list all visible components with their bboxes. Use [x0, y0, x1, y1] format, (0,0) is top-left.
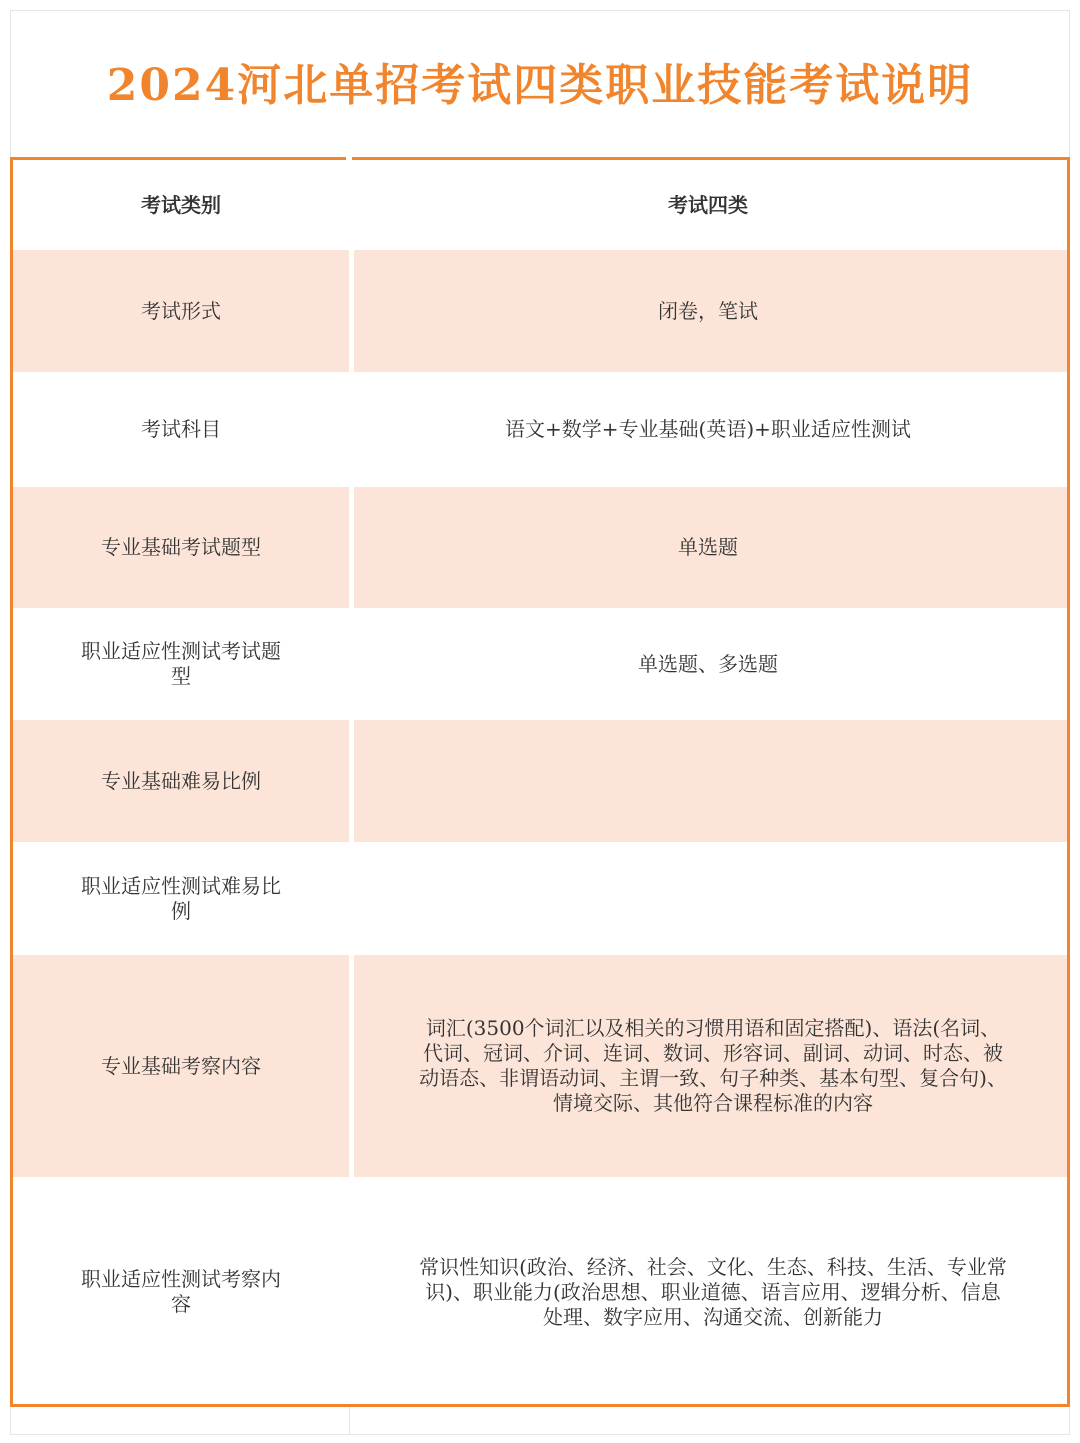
- table-row: [13, 250, 1067, 372]
- table-header-row: [13, 160, 1067, 250]
- row-label-cell: [13, 842, 349, 955]
- table-row: [13, 487, 1067, 608]
- row-value: 常识性知识(政治、经济、社会、文化、生态、科技、生活、专业常识)、职业能力(政治思想、职业道德、语言应用、逻辑分析、信息处理、数字应用、沟通交流、创新能力: [419, 1254, 1007, 1329]
- row-value: 词汇(3500个词汇以及相关的习惯用语和固定搭配)、语法(名词、代词、冠词、介词、连词、数词、形容词、副词、动词、时态、被动语态、非谓语动词、主谓一致、句子种类、基本句型、复合句)、情境交际、其他符合课程标准的内容: [419, 1016, 1007, 1115]
- row-value-cell: [349, 487, 1067, 608]
- row-value-cell: [349, 955, 1067, 1177]
- header-cell-category: [13, 160, 349, 250]
- bottom-divider: [349, 1407, 350, 1435]
- row-value: 单选题、多选题: [638, 651, 778, 676]
- row-value: 语文+数学+专业基础(英语)+职业适应性测试: [505, 417, 911, 441]
- row-value-cell: [349, 608, 1067, 720]
- header-type-label: 考试四类: [668, 192, 748, 217]
- column-divider: [349, 720, 354, 842]
- row-value-cell: [349, 720, 1067, 842]
- table-row: [13, 608, 1067, 720]
- row-value-cell: [349, 250, 1067, 372]
- row-label: 专业基础考试题型: [101, 535, 261, 559]
- table-row: [13, 372, 1067, 487]
- header-category-label: 考试类别: [141, 192, 221, 217]
- row-value-cell: [349, 1177, 1067, 1407]
- table-row: [13, 842, 1067, 955]
- row-value-cell: [349, 372, 1067, 487]
- info-table: [10, 157, 1070, 1407]
- row-label-cell: [13, 250, 349, 372]
- table-row: [13, 1177, 1067, 1407]
- row-label: 职业适应性测试难易比例: [81, 873, 281, 923]
- table-row: [13, 720, 1067, 842]
- column-divider: [349, 250, 354, 372]
- row-label: 职业适应性测试考试题型: [81, 639, 281, 688]
- row-label: 专业基础难易比例: [101, 768, 261, 793]
- row-value: 单选题: [678, 535, 738, 559]
- header-split-mark: [346, 155, 352, 161]
- page-title: 2024河北单招考试四类职业技能考试说明: [106, 60, 974, 111]
- row-value-cell: [349, 842, 1067, 955]
- row-label-cell: [13, 1177, 349, 1407]
- row-label: 考试形式: [141, 298, 221, 323]
- table-row: [13, 955, 1067, 1177]
- row-label-cell: [13, 372, 349, 487]
- row-label-cell: [13, 720, 349, 842]
- row-value: 闭卷，笔试: [658, 298, 758, 323]
- column-divider: [349, 487, 354, 608]
- row-label: 考试科目: [141, 417, 221, 441]
- column-divider: [349, 955, 354, 1177]
- header-cell-type: [349, 160, 1067, 250]
- row-label: 专业基础考察内容: [101, 1053, 261, 1078]
- bottom-gap: [10, 1407, 1070, 1435]
- row-label-cell: [13, 955, 349, 1177]
- row-label-cell: [13, 487, 349, 608]
- title-area: [10, 10, 1070, 160]
- row-label-cell: [13, 608, 349, 720]
- row-label: 职业适应性测试考察内容: [81, 1267, 281, 1316]
